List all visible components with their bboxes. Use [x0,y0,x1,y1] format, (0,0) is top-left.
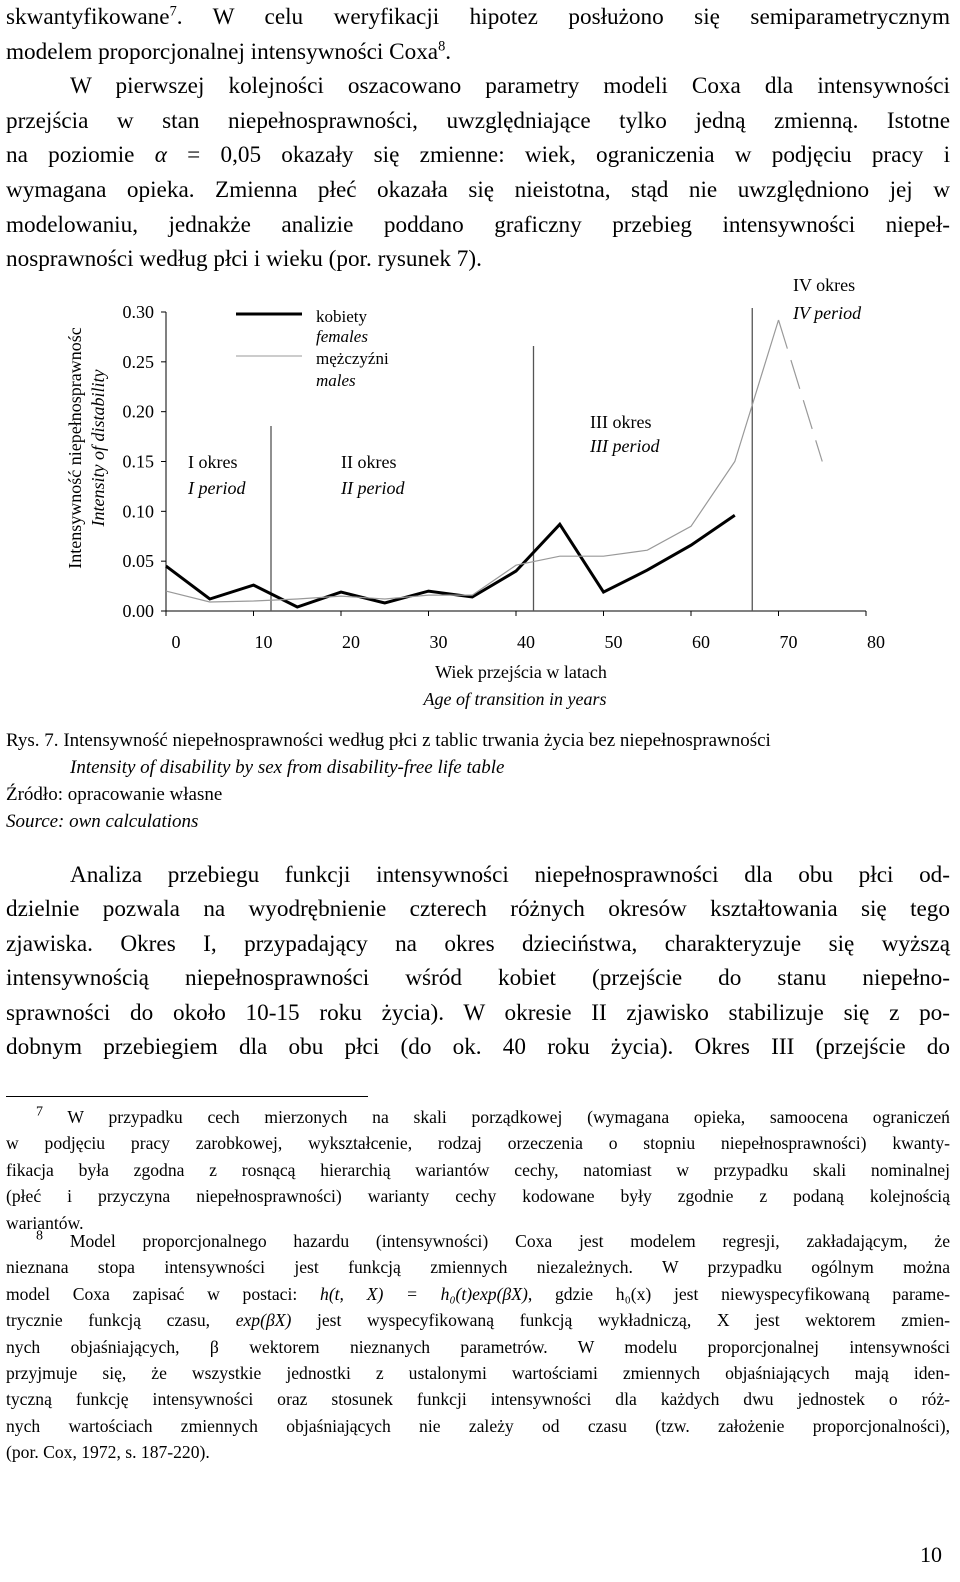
legend-male-en: males [316,371,356,390]
y-tick-label: 0.10 [122,501,154,522]
y-axis-title-pl: Intensywność niepełnosprawnośc [65,327,85,569]
legend [236,307,389,390]
x-axis-ticks [166,611,885,652]
para2-line-1: Analiza przebiegu funkcji intensywności niepełnosprawności dla obu płci od- [70,862,950,888]
para2-line-2: dzielnie pozwala na wyodrębnienie czterech różnych okresów kształtowania się tego [6,896,950,923]
x-axis-title-en: Age of transition in years [423,689,607,709]
period-1-pl: I okres [188,452,238,472]
y-tick-label: 0.15 [122,451,154,472]
period-2-pl: II okres [341,452,397,472]
period-2-en: II period [341,478,405,498]
para1-line-7: modelowaniu, jednakże analizie poddano graficzny przebieg intensywności niepeł- [6,211,950,238]
figure-label: Rys. 7. [6,730,59,751]
period-3-en: III period [590,436,660,456]
para1-line-8: nosprawności według płci i wieku (por. rysunek 7). [6,246,482,273]
x-tick-label: 50 [604,632,623,652]
fn7-line-5: wariantów. [6,1212,84,1233]
figure-title-en: Intensity of disability by sex from disability-free life table [70,757,505,778]
footnote-7 [6,1104,950,1236]
fn8-line-5: nych objaśniających, β wektorem nieznanych parametrów. W modelu proporcjonalnej intensywności [6,1336,950,1357]
body-paragraph-2 [6,858,950,1064]
figure-caption [6,727,771,835]
period-1-en: I period [188,478,246,498]
footnote-separator [6,1096,368,1097]
legend-male-pl: mężczyźni [316,349,389,368]
x-tick-label: 60 [692,632,710,652]
x-axis-title-pl: Wiek przejścia w latach [435,662,607,682]
y-axis-ticks [123,302,167,621]
x-tick-label: 80 [867,632,885,652]
fn8-line-9: (por. Cox, 1972, s. 187-220). [6,1442,210,1463]
series-line-males [166,320,779,602]
para1-line-2: modelem proporcjonalnej intensywności Coxa$^8$. [6,37,452,65]
fn8-line-6: przyjmuje się, że wszystkie jednostki z ustalonymi wartościami zmiennych objaśniających mają iden- [6,1363,950,1384]
para1-line-4: przejścia w stan niepełnosprawności, uwzględniające tylko jedną zmienną. Istotne [6,107,950,134]
male-series-tail [779,320,823,462]
legend-female-en: females [316,327,368,346]
series-layer [166,320,822,607]
y-tick-label: 0.30 [122,302,154,322]
fn8-line-4: trycznie funkcją czasu, exp(βX) jest wyspecyfikowaną funkcją wykładniczą, X jest wektorem zmien- [6,1310,950,1331]
intensity-chart [0,268,960,718]
para1-line-1: skwantyfikowane$^7$. W celu weryfikacji hipotez posłużono się semiparametrycznym [6,3,950,30]
fn7-line-3: fikacja była zgodna z rosnącą hierarchią wariantów cechy, natomiast w przypadku skali nominalnej [6,1159,950,1180]
legend-female-pl: kobiety [316,307,367,326]
exp-formula: exp(βX) [235,1310,292,1331]
period-labels [187,275,862,498]
y-tick-label: 0.20 [122,401,154,422]
x-tick-label: 70 [779,632,798,652]
para2-line-5: sprawności do około 10-15 roku życia). W okresie II zjawisko stabilizuje się z po- [6,999,950,1026]
fn8-line-2: nieznana stopa intensywności jest funkcją zmiennych niezależnych. W przypadku ogólnym można [6,1257,950,1278]
footnote-ref-7[interactable]: 7 [169,3,177,20]
x-tick-label: 0 [171,632,181,652]
period-3-pl: III okres [590,412,652,432]
para2-line-6: dobnym przebiegiem dla obu płci (do ok. 40 roku życia). Okres III (przejście do [6,1034,950,1061]
x-tick-label: 30 [429,632,448,652]
fn8-line-8: nych wartościach zmiennych objaśniających nie zależy od czasu (tzw. założenie proporcjonalności), [6,1415,950,1436]
series-line-females [166,515,735,607]
fn8-number: 8 [36,1228,43,1244]
source-en: Source: own calculations [6,811,199,832]
source-pl: Źródło: opracowanie własne [6,784,223,805]
fn8-line-7: tyczną funkcję intensywności oraz stosunek funkcji intensywności dla każdych dwu jednostek o róż- [6,1389,950,1410]
para2-line-4: intensywnością niepełnosprawności wśród kobiet (przejście do stanu niepełno- [6,965,950,992]
fn7-line-2: w podjęciu pracy zarobkowej, wykształcenie, rodzaj orzeczenia o stopniu niepełnosprawności) kwanty- [6,1133,950,1154]
period-4-en: IV period [793,303,862,323]
x-tick-label: 20 [342,632,360,652]
body-paragraph-1 [6,0,950,277]
y-axis-title-en: Intensity of distability [88,369,108,527]
period-4-pl: IV okres [793,275,856,295]
fn8-line-3: model Coxa zapisać w postaci: h(t, X) = h₀(t)exp(βX), gdzie h₀(x) jest niewyspecyfikowaną parame- [6,1283,951,1304]
fn8-line-1: $^8$ Model proporcjonalnego hazardu (intensywności) Coxa jest modelem regresji, zakładającym, że [36,1228,951,1251]
caption-line [6,727,771,754]
x-tick-label: 40 [517,632,535,652]
x-tick-label: 10 [254,632,273,652]
para1-line-5: na poziomie α = 0,05 okazały się zmienne: wiek, ograniczenia w podjęciu pracy i [6,142,951,169]
page-number: 10 [920,1542,942,1567]
footnote-8 [6,1228,950,1466]
para1-line-6: wymagana opieka. Zmienna płeć okazała się nieistotna, stąd nie uwzględniono jej w [6,176,950,203]
alpha-symbol: α [154,142,167,169]
fn7-number: 7 [36,1104,43,1120]
cox-formula: h(t, X) = h₀(t)exp(βX) [320,1283,528,1304]
footnote-ref-8[interactable]: 8 [438,37,446,54]
y-tick-label: 0.05 [122,551,154,572]
para2-line-3: zjawiska. Okres I, przypadający na okres dzieciństwa, charakteryzuje się wyższą [6,930,950,957]
fn7-line-1: $^7$ W przypadku cech mierzonych na skali porządkowej (wymagana opieka, samoocena ograniczeń [36,1104,950,1127]
y-tick-label: 0.00 [122,601,154,621]
para1-line-3: W pierwszej kolejności oszacowano parametry modeli Coxa dla intensywności [70,73,950,100]
figure-title: Intensywność niepełnosprawności według płci z tablic trwania życia bez niepełnosprawności [63,730,771,751]
y-tick-label: 0.25 [122,351,154,372]
fn7-line-4: (płeć i przyczyna niepełnosprawności) warianty cechy kodowane były zgodnie z podaną kolejnością [6,1186,950,1207]
